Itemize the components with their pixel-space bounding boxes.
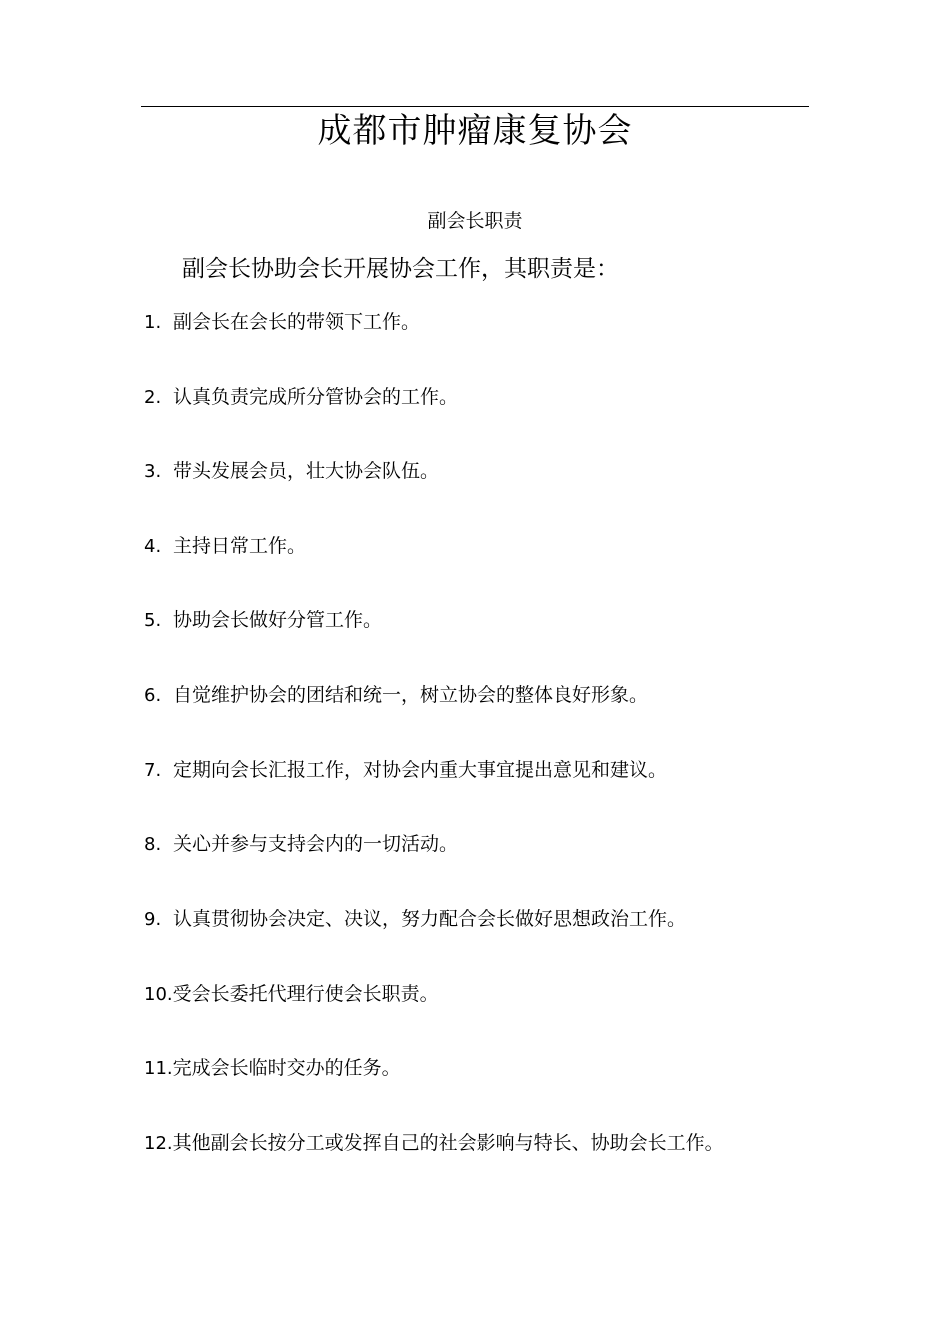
item-number: 9. bbox=[144, 909, 162, 930]
item-number: 3. bbox=[144, 461, 162, 482]
item-number: 7. bbox=[144, 760, 162, 781]
list-item bbox=[144, 456, 824, 486]
list-item bbox=[144, 1128, 824, 1158]
list-item bbox=[144, 307, 824, 337]
item-number: 10. bbox=[144, 984, 173, 1005]
item-number: 5. bbox=[144, 610, 162, 631]
list-item bbox=[144, 1053, 824, 1083]
list-item bbox=[144, 979, 824, 1009]
item-text: 关心并参与支持会内的一切活动。 bbox=[173, 833, 459, 855]
item-number: 4. bbox=[144, 536, 162, 557]
item-number: 1. bbox=[144, 312, 162, 333]
item-text: 完成会长临时交办的任务。 bbox=[172, 1057, 401, 1079]
item-number: 12. bbox=[144, 1133, 173, 1154]
item-number: 2. bbox=[144, 387, 162, 408]
item-text: 定期向会长汇报工作，对协会内重大事宜提出意见和建议。 bbox=[173, 759, 668, 781]
item-text: 协助会长做好分管工作。 bbox=[173, 609, 383, 631]
list-item bbox=[144, 605, 824, 635]
item-text: 认真贯彻协会决定、决议，努力配合会长做好思想政治工作。 bbox=[173, 908, 687, 930]
list-item bbox=[144, 531, 824, 561]
organization-title: 成都市肿瘤康复协会 bbox=[317, 111, 633, 151]
list-item bbox=[144, 382, 824, 412]
document-heading: 副会长职责 bbox=[427, 210, 523, 232]
item-number: 11. bbox=[144, 1058, 173, 1079]
list-item bbox=[144, 904, 824, 934]
item-number: 6. bbox=[144, 685, 162, 706]
item-text: 副会长在会长的带领下工作。 bbox=[173, 311, 421, 333]
item-text: 其他副会长按分工或发挥自己的社会影响与特长、协助会长工作。 bbox=[172, 1132, 724, 1154]
intro-paragraph: 副会长协助会长开展协会工作，其职责是： bbox=[182, 256, 619, 282]
list-item bbox=[144, 755, 824, 785]
item-text: 主持日常工作。 bbox=[173, 535, 307, 557]
header-rule bbox=[141, 106, 809, 107]
item-number: 8. bbox=[144, 834, 162, 855]
item-text: 带头发展会员，壮大协会队伍。 bbox=[173, 460, 440, 482]
list-item bbox=[144, 680, 824, 710]
item-text: 认真负责完成所分管协会的工作。 bbox=[173, 386, 459, 408]
item-text: 受会长委托代理行使会长职责。 bbox=[172, 983, 439, 1005]
item-text: 自觉维护协会的团结和统一，树立协会的整体良好形象。 bbox=[173, 684, 649, 706]
list-item bbox=[144, 829, 824, 859]
